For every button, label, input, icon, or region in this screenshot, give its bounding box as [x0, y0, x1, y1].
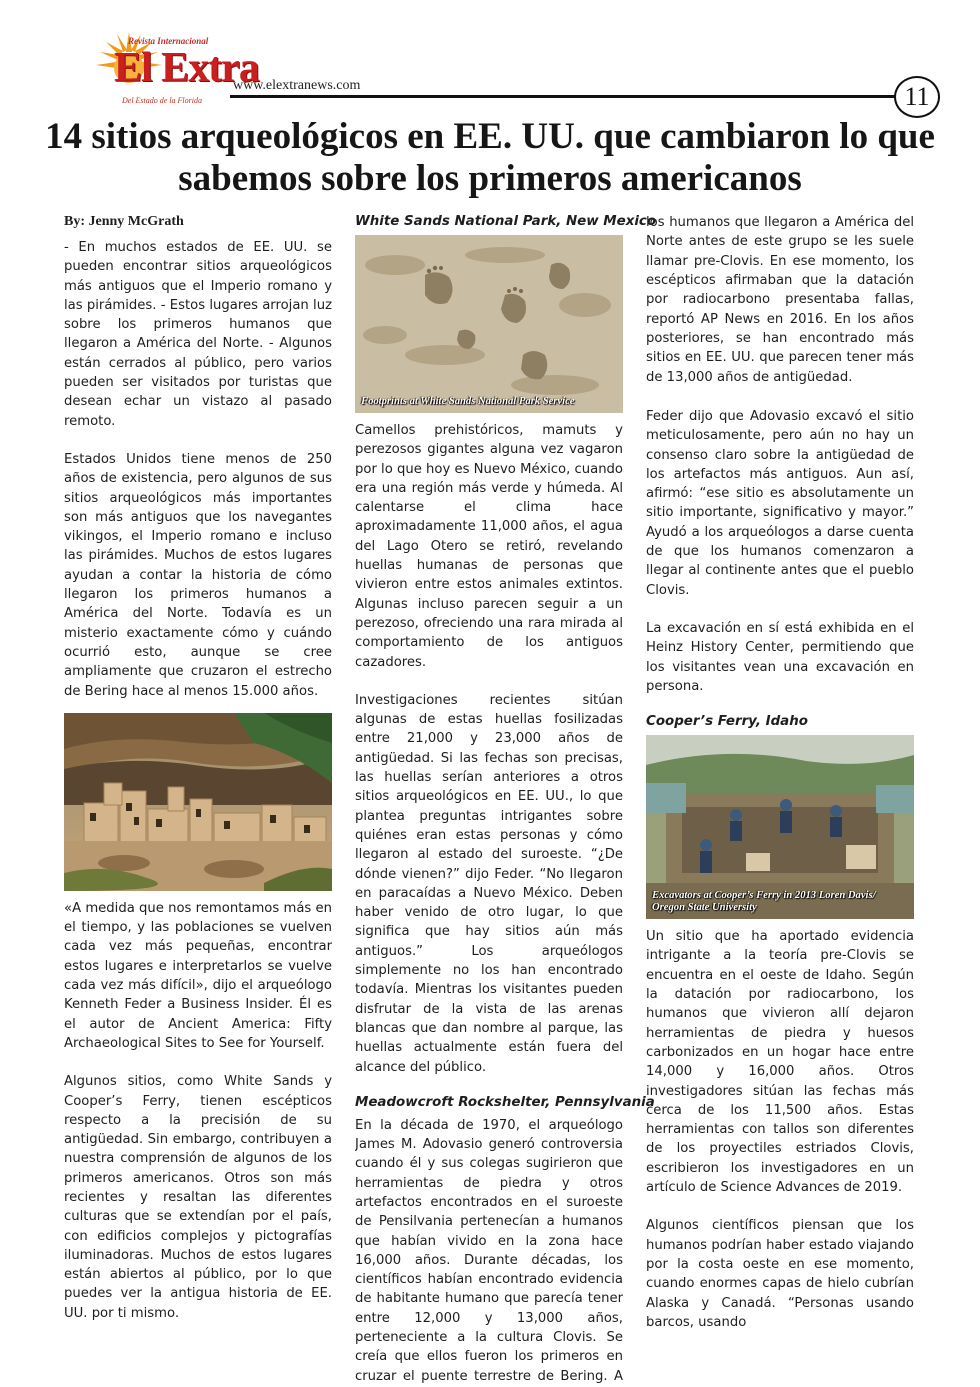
footprints-caption: Footprints at White Sands National Park Service: [361, 396, 575, 407]
paragraph: Algunos sitios, como White Sands y Cooper’s Ferry, tienen escépticos respecto a la precisión de su antigüedad. Sin embargo, contribuyen a nuestra comprensión de algunos de los primeros americanos. Otros son más recientes y resaltan las diferentes culturas que se extendían por el país, con edificios complejos y pictografías iluminadoras. Muchos de estos lugares están abiertos al público, por lo que puedes ver la antigua historia de EE. UU. por ti mismo.: [64, 1074, 332, 1321]
paragraph: En la década de 1970, el arqueólogo James M. Adovasio generó controversia cuando él y sus colegas sugirieron que herramientas de piedra y otros artefactos encontrados en el suroeste de Pensilvania pertenecían a humanos que habían vivido en la zona hace 16,000 años. Durante décadas, los científicos habían encontrado evidencia de habitante humano que parecía tener entre 12,000 y 13,000 años, perteneciente a la cultura Clovis. Se creía que ellos fueron los primeros en cruzar el puente terrestre de Bering. A: [355, 1117, 623, 1384]
el-extra-logo: [88, 30, 259, 108]
website-url[interactable]: www.elextranews.com: [233, 78, 361, 93]
paragraph: «A medida que nos remontamos más en el tiempo, y las poblaciones se vuelven cada vez más pequeñas, encontrar estos lugares e interpretarlos se vuelve cada vez más difícil», dijo el arqueólogo Kenneth Feder a Business Insider. Él es el autor de Ancient America: Fifty Archaeological Sites to See for Yourself.: [64, 900, 332, 1051]
excavation-caption-line-1: Excavators at Cooper’s Ferry in 2013 Loren Davis/: [652, 890, 876, 902]
article-title: 14 sitios arqueológicos en EE. UU. que cambiaron lo que sabemos sobre los primeros americanos: [45, 116, 935, 199]
column-1: [64, 214, 332, 1323]
column-3: [646, 214, 914, 1332]
section-heading-white-sands: White Sands National Park, New Mexico: [355, 214, 657, 229]
paragraph-continued-text: los humanos que llegaron a América del Norte antes de este grupo se les suele llamar pre-Clovis. En ese momento, los escépticos afirmaban que la datación por radiocarbono presentaba fallas, reportó AP News en 2016. En los años posteriores, se han encontrado más sitios en EE. UU. que parecen tener más de 13,000 años de antigüedad.: [646, 215, 914, 385]
paragraph: Investigaciones recientes sitúan algunas de estas huellas fosilizadas entre 21,000 y 23,000 años de antigüedad. Si las fechas son precisas, las huellas serían anteriores a otros sitios arqueológicos en EE. UU., lo que plantea preguntas intrigantes sobre quiénes eran estas personas y cómo llegaron al estado del suroeste. “¿De dónde vienen?” dijo Feder. “No llegaron en paracaídas a Nuevo México. Deben haber venido de otro lugar, lo que significa que hay sitios aún más antiguos.” Los arqueólogos simplemente no los han encontrado todavía. Mientras los visitantes pueden disfrutar de la vista de las arenas blancas que dan nombre al parque, las huellas actualmente están fuera del alcance del público.: [355, 692, 623, 1075]
section-heading-meadowcroft: Meadowcroft Rockshelter, Pennsylvania: [355, 1094, 655, 1110]
byline: By: Jenny McGrath: [64, 214, 184, 229]
header-rule: [230, 95, 902, 98]
paragraph: Estados Unidos tiene menos de 250 años de existencia, pero algunos de sus sitios arqueológicos más importantes son más antiguos que los navegantes vikingos, el Imperio romano e incluso las pirámides. Muchos de estos lugares ayudan a contar la historia de cómo llegaron los primeros humanos a América del Norte. Todavía es un misterio exactamente cómo y cuándo ocurrió esto, aunque se cree ampliamente que cruzaron el estrecho de Bering hace al menos 15.000 años.: [64, 451, 332, 699]
section-heading-coopers-ferry: Cooper’s Ferry, Idaho: [646, 714, 808, 730]
excavation-caption-line-2: Oregon State University: [652, 902, 757, 914]
excavation-caption: [652, 890, 876, 914]
page-number: 11: [894, 76, 940, 118]
excavation-photo: [646, 735, 914, 919]
logo-name: El Extra: [114, 45, 259, 91]
logo-magazine-label: Revista Internacional: [128, 36, 209, 46]
paragraph: Camellos prehistóricos, mamuts y perezosos gigantes alguna vez vagaron por lo que hoy es Nuevo México, cuando era una región más verde y húmeda. Al calentarse el clima hace aproximadamente 11,000 años, el agua del Lago Otero se retiró, revelando huellas humanas de personas que vivieron entre estos animales extintos. Algunas incluso parecen seguir a un perezoso, ofreciendo una rara mirada al comportamiento de los antiguos cazadores.: [355, 423, 623, 670]
paragraph: Algunos científicos piensan que los humanos podrían haber estado viajando por la costa oeste en ese momento, cuando enormes capas de hielo cubrían Alaska y Canadá. “Personas usando barcos, usando: [646, 1218, 914, 1330]
logo-tagline: Del Estado de la Florida: [122, 96, 202, 105]
intro-bullets: - En muchos estados de EE. UU. se pueden encontrar sitios arqueológicos más antiguos que el Imperio romano y las pirámides. - Estos lugares arrojan luz sobre los primeros humanos que llegaron a América del Norte. - Algunos están cerrados al público, pero varios pueden ser visitados por turistas que desean echar un vistazo al pasado remoto.: [64, 240, 332, 429]
paragraph: La excavación en sí está exhibida en el Heinz History Center, permitiendo que los visitantes vean una excavación en persona.: [646, 620, 914, 694]
footprints-photo: [355, 235, 623, 413]
paragraph: Feder dijo que Adovasio excavó el sitio meticulosamente, pero aún no hay un consenso claro sobre la antigüedad de los artefactos más antiguos. Aun así, afirmó: “ese sitio es absolutamente un sitio importante, significativo y mayor.” Ayudó a los arqueólogos a darse cuenta de que los humanos comenzaron a llegar al continente antes que el pueblo Clovis.: [646, 409, 914, 598]
paragraph-continued: [646, 214, 914, 388]
column-2: [355, 214, 657, 1387]
cliff-dwelling-photo: [64, 713, 332, 891]
paragraph: Un sitio que ha aportado evidencia intrigante a la teoría pre-Clovis se encuentra en el oeste de Idaho. Según la datación por radiocarbono, los humanos que vivieron allí dejaron herramientas de piedra y huesos carbonizados en un hogar hace entre 14,000 y 16,000 años. Otros investigadores sitúan las fechas más cerca de los 11,500 años. Estas herramientas con tallos son diferentes de los proyectiles estriados Clovis, escribieron los investigadores en un artículo de Science Advances de 2019.: [646, 929, 914, 1196]
